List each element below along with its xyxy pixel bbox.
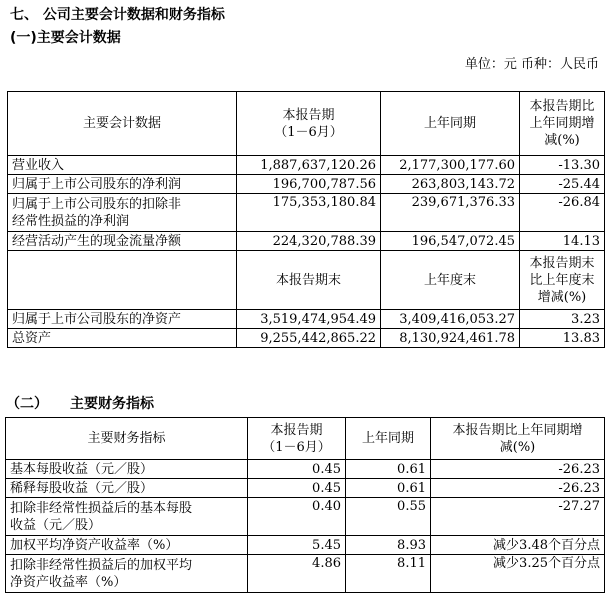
header-cell: 主要会计数据 [8,92,237,156]
header-cell [431,418,605,460]
header-cell [237,92,381,156]
value-cell: 2,177,300,177.60 [381,156,520,175]
table-row [8,329,605,348]
table-header-row [8,92,605,156]
table-row [8,175,605,194]
row-label [8,194,237,232]
value-cell: -26.23 [431,479,605,498]
header-cell: 主要财务指标 [6,418,248,460]
value-cell: 3.23 [520,310,605,329]
value-cell: 1,887,637,120.26 [237,156,381,175]
table-row [8,232,605,251]
row-label [6,555,248,593]
value-cell: 8.11 [346,555,431,593]
row-label-line: 净资产收益率（%） [10,574,127,590]
value-cell: 3,409,416,053.27 [381,310,520,329]
table-row [6,479,605,498]
value-cell: 减少3.48个百分点 [431,536,605,555]
header-line: 减(%) [499,439,536,455]
value-cell: 175,353,180.84 [237,194,381,232]
value-cell: -27.27 [431,498,605,536]
header-line: 本报告期 [270,422,323,438]
value-cell: 13.83 [520,329,605,348]
header-cell [248,418,346,460]
value-cell: -26.23 [431,460,605,479]
table-row [6,555,605,593]
value-cell: 8,130,924,461.78 [381,329,520,348]
section-title: 七、 公司主要会计数据和财务指标 [10,7,225,23]
value-cell: 196,700,787.56 [237,175,381,194]
row-label: 营业收入 [8,156,237,175]
row-label: 经营活动产生的现金流量净额 [8,232,237,251]
value-cell: 263,803,143.72 [381,175,520,194]
header-line: 减(%) [544,133,580,148]
header-line: 本报告期比上年同期增 [452,422,583,438]
row-label-line: 收益（元／股） [10,517,102,533]
header-cell: 上年同期 [346,418,431,460]
value-cell: 14.13 [520,232,605,251]
header-line: 比上年度末 [529,272,595,288]
empty-cell [8,251,237,310]
value-cell: 9,255,442,865.22 [237,329,381,348]
value-cell: 减少3.25个百分点 [431,555,605,593]
header-line: 上年同期增 [529,116,595,131]
value-cell: 0.61 [346,460,431,479]
header-cell: 本报告期末 [237,251,381,310]
unit-currency-label: 单位：元 币种：人民币 [464,57,599,72]
value-cell: 239,671,376.33 [381,194,520,232]
header-line: 本报告期比 [529,99,595,114]
value-cell: -25.44 [520,175,605,194]
row-label: 稀释每股收益（元／股） [6,479,248,498]
header-line: 本报告期 [282,107,335,123]
value-cell: -26.84 [520,194,605,232]
row-label-line: 扣除非经常性损益后的加权平均 [10,557,193,573]
table-header-row [6,418,605,460]
value-cell: 4.86 [248,555,346,593]
value-cell: 0.55 [346,498,431,536]
table-row [8,194,605,232]
header-cell [520,92,605,156]
table-row [6,536,605,555]
row-label-line: 经常性损益的净利润 [12,213,130,229]
header-line: （1－6月） [262,439,331,455]
header-line: 本报告期末 [529,255,595,271]
value-cell: 5.45 [248,536,346,555]
accounting-data-table [7,91,605,348]
value-cell: 0.40 [248,498,346,536]
header-line: （1－6月） [274,124,343,140]
table-subheader-row [8,251,605,310]
table-row [6,460,605,479]
subsection-number-2: （二） [6,396,48,412]
row-label: 基本每股收益（元／股） [6,460,248,479]
value-cell: 0.45 [248,479,346,498]
header-cell: 上年度末 [381,251,520,310]
value-cell: 196,547,072.45 [381,232,520,251]
header-line: 增减(%) [537,289,587,305]
value-cell: 0.61 [346,479,431,498]
row-label: 加权平均净资产收益率（%） [6,536,248,555]
table-row [6,498,605,536]
header-cell: 上年同期 [381,92,520,156]
row-label-line: 归属于上市公司股东的扣除非 [12,196,182,212]
value-cell: 0.45 [248,460,346,479]
value-cell: 3,519,474,954.49 [237,310,381,329]
value-cell: -13.30 [520,156,605,175]
row-label: 归属于上市公司股东的净利润 [8,175,237,194]
header-cell [520,251,605,310]
financial-indicators-table [5,417,605,593]
value-cell: 8.93 [346,536,431,555]
row-label: 总资产 [8,329,237,348]
table-row [8,156,605,175]
value-cell: 224,320,788.39 [237,232,381,251]
subsection-title-2: 主要财务指标 [70,396,154,412]
row-label-line: 扣除非经常性损益后的基本每股 [10,500,193,516]
row-label: 归属于上市公司股东的净资产 [8,310,237,329]
row-label [6,498,248,536]
table-row [8,310,605,329]
subsection-title-1: (一)主要会计数据 [10,30,121,46]
